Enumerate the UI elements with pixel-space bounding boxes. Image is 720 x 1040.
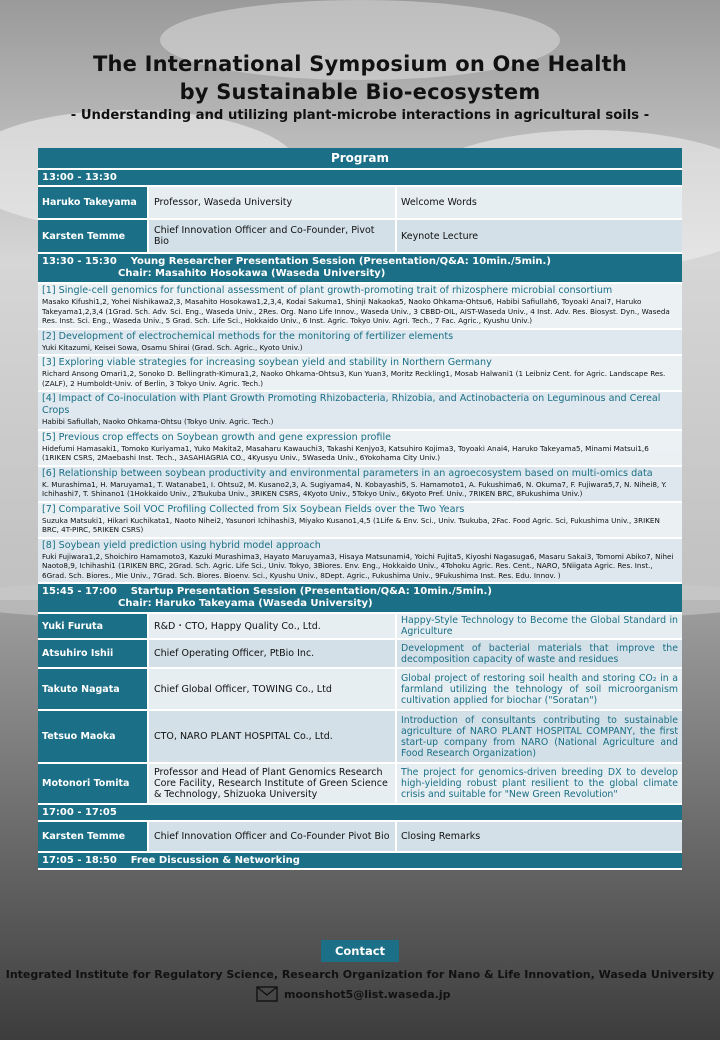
table-row	[38, 764, 682, 805]
program-table	[38, 148, 682, 870]
speaker-name: Karsten Temme	[38, 822, 147, 851]
speaker-affiliation: Professor, Waseda University	[147, 187, 395, 218]
table-row	[38, 220, 682, 254]
speaker-affiliation: Chief Operating Officer, PtBio Inc.	[147, 640, 395, 667]
talk-title: The project for genomics-driven breeding DX to develop high-yielding robust plant resilient to the global climate crisis and suitable for "New Green Revolution"	[395, 764, 682, 803]
speaker-role: Closing Remarks	[395, 822, 682, 851]
talk-title: [7] Comparative Soil VOC Profiling Collected from Six Soybean Fields over the Two Years	[42, 503, 465, 515]
list-item	[38, 330, 682, 357]
talk-authors: Masako Kifushi1,2, Yohei Nishikawa2,3, Masahito Hosokawa1,2,3,4, Kodai Sakuma1, Shinji Nakaoka5, Naoko Ohkama-Ohtsu6, Habibi Safiullah6, Toyoaki Anai7, Haruko Takeyama1,2,3,4 (1Grad. Sch. Adv. Sci. Eng., Waseda Univ., 2Res. Org. Nano Life Innov., Waseda Univ., 3 CBBD-OIL, AIST-Waseda Univ., 4 Inst. Adv. Res. Biosyst. Dyn., Waseda Res. Inst. Sci. Eng., Waseda Univ., 5 Grad. Sch. Life Sci., Hokkaido Univ., 6 Inst. Agric. Tokyo Univ. Agri. Tech., 7 Fac. Agric., Kyushu Univ.)	[42, 297, 670, 325]
time-slot-3: 17:00 - 17:05	[38, 805, 682, 822]
session-title: Young Researcher Presentation Session (Presentation/Q&A: 10min./5min.)	[130, 256, 551, 267]
session-header-young-researcher	[38, 254, 682, 284]
table-row	[38, 822, 682, 853]
list-item	[38, 284, 682, 330]
speaker-name: Tetsuo Maoka	[38, 711, 147, 762]
talk-authors: K. Murashima1, H. Maruyama1, T. Watanabe1, I. Ohtsu2, M. Kusano2,3, A. Sugiyama4, N. Kobayashi5, S. Hamamoto1, A. Fukushima6, N. Okuma7, F. Fujiwara5,7, N. Nihei8, Y. Ichihashi7, T. Shinano1 (1Hokkaido Univ., 2Tsukuba Univ., 3RIKEN CSRS, 4Kyoto Univ., 5Tokyo Univ., 6Kyoto Pref. Univ., 7RIKEN BRC, 8Fukushima Univ.)	[42, 479, 667, 498]
speaker-name: Motonori Tomita	[38, 764, 147, 803]
talk-title: [4] Impact of Co-inoculation with Plant Growth Promoting Rhizobacteria, Rhizobia, and Actinobacteria on Leguminous and Cereal Crops	[42, 393, 661, 416]
talk-title: Happy-Style Technology to Become the Global Standard in Agriculture	[395, 614, 682, 638]
speaker-name: Yuki Furuta	[38, 614, 147, 638]
session-chair: Chair: Haruko Takeyama (Waseda University)	[118, 598, 373, 609]
talk-authors: Habibi Safiullah, Naoko Ohkama-Ohtsu (Tokyo Univ. Agric. Tech.)	[42, 417, 274, 426]
speaker-affiliation: R&D・CTO, Happy Quality Co., Ltd.	[147, 614, 395, 638]
speaker-affiliation: CTO, NARO PLANT HOSPITAL Co., Ltd.	[147, 711, 395, 762]
talk-title: Development of bacterial materials that improve the decomposition capacity of waste and residues	[395, 640, 682, 667]
talk-authors: Suzuka Matsuki1, Hikari Kuchikata1, Naoto Nihei2, Yasunori Ichihashi3, Miyako Kusano1,4,5 (1Life & Env. Sci., Univ. Tsukuba, 2Fac. Food Agric. Sci, Fukushima Univ., 3RIKEN BRC, 4T-PIRC, 5RIKEN CSRS)	[42, 515, 660, 534]
session-time: 15:45 - 17:00	[42, 586, 117, 597]
speaker-affiliation: Chief Innovation Officer and Co-Founder, Pivot Bio	[147, 220, 395, 252]
talk-title: [6] Relationship between soybean productivity and environmental parameters in an agroecosystem based on multi-omics data	[42, 467, 653, 479]
table-row	[38, 711, 682, 764]
time-slot-1: 13:00 - 13:30	[38, 170, 682, 187]
list-item	[38, 503, 682, 539]
speaker-affiliation: Chief Global Officer, TOWING Co., Ltd	[147, 669, 395, 709]
time-slot-final	[38, 853, 682, 870]
table-row	[38, 187, 682, 220]
list-item	[38, 392, 682, 431]
table-row	[38, 669, 682, 711]
session-header-startup	[38, 584, 682, 614]
talk-authors: Richard Ansong Omari1,2, Sonoko D. Bellingrath-Kimura1,2, Naoko Ohkama-Ohtsu3, Kun Yuan3, Moritz Reckling1, Mosab Halwani1 (1 Leibniz Cent. for Agric. Landscape Res. (ZALF), 2 Humboldt-Univ. of Berlin, 3 Tokyo Univ. Agric. Tech.)	[42, 369, 666, 388]
speaker-affiliation: Professor and Head of Plant Genomics Research Core Facility, Research Institute of Green Science & Technology, Shizuoka University	[147, 764, 395, 803]
speaker-name: Haruko Takeyama	[38, 187, 147, 218]
session-time: 13:30 - 15:30	[42, 256, 117, 267]
speaker-name: Atsuhiro Ishii	[38, 640, 147, 667]
session-chair: Chair: Masahito Hosokawa (Waseda University)	[118, 268, 386, 279]
institution-name: Integrated Institute for Regulatory Science, Research Organization for Nano & Life Innovation, Waseda University	[5, 968, 715, 981]
final-label: Free Discussion & Networking	[130, 855, 300, 866]
list-item	[38, 467, 682, 503]
email-row	[256, 986, 451, 1002]
talk-authors: Fuki Fujiwara1,2, Shoichiro Hamamoto3, Kazuki Murashima3, Hayato Maruyama3, Hisaya Matsunami4, Yoichi Fujita5, Kiyoshi Nagasuga6, Masaru Sakai3, Tomomi Abiko7, Nihei Naoto8,9, Ichihashi1 (1RIKEN BRC, 2Grad. Sch. Agric. Life Sci., Univ. Tokyo, 3Biores. Env. Eng., Hokkaido Univ., 4Tohoku Agric. Res. Cent., NARO, 5Niigata Agric. Res. Inst., 6Grad. Sch. Biores., Mie Univ., 7Grad. Sch. Biores. Bioenv. Sci., Kyushu Univ., 8Dept. Agric., Fukushima Univ., 9Fukushima Inst. Res. Edu. Innov. )	[42, 551, 674, 580]
talk-authors: Hidefumi Hamasaki1, Tomoko Kuriyama1, Yuko Makita2, Masaharu Kawauchi3, Takashi Kenjyo3, Katsuhiro Kojima3, Toyoaki Anai4, Haruko Takeyama5, Minami Matsui1,6 (1RIKEN CSRS, 2Maebashi Inst. Tech., 3ASAHIAGRIA CO., 4Kyusyu Univ., 5Waseda Univ., 6Yokohama City Univ.)	[42, 443, 649, 462]
contact-button[interactable]: Contact	[321, 940, 399, 962]
talk-title: [8] Soybean yield prediction using hybrid model approach	[42, 539, 321, 551]
talk-title: [2] Development of electrochemical methods for the monitoring of fertilizer elements	[42, 330, 454, 342]
speaker-role: Keynote Lecture	[395, 220, 682, 252]
mail-icon	[256, 986, 278, 1002]
talk-title: [3] Exploring viable strategies for increasing soybean yield and stability in Northern Germany	[42, 357, 492, 368]
program-heading: Program	[38, 148, 682, 170]
speaker-name: Karsten Temme	[38, 220, 147, 252]
session-title: Startup Presentation Session (Presentation/Q&A: 10min./5min.)	[130, 586, 492, 597]
talk-title: [1] Single-cell genomics for functional assessment of plant growth-promoting trait of rhizosphere microbial consortium	[42, 285, 613, 296]
table-row	[38, 640, 682, 669]
talk-title: [5] Previous crop effects on Soybean growth and gene expression profile	[42, 431, 392, 443]
title-line-1: The International Symposium on One Health	[92, 52, 628, 76]
list-item	[38, 431, 682, 467]
list-item	[38, 356, 682, 392]
title-line-2: by Sustainable Bio-ecosystem	[179, 80, 541, 104]
talk-title: Global project of restoring soil health and storing CO₂ in a farmland utilizing the tehnology of soil microorganism cultivation applied for biochar ("Soratan")	[395, 669, 682, 709]
speaker-affiliation: Chief Innovation Officer and Co-Founder Pivot Bio	[147, 822, 395, 851]
list-item	[38, 539, 682, 585]
talk-authors: Yuki Kitazumi, Keisei Sowa, Osamu Shirai (Grad. Sch. Agric., Kyoto Univ.)	[42, 342, 303, 352]
email-address[interactable]: moonshot5@list.waseda.jp	[284, 987, 451, 1001]
speaker-role: Welcome Words	[395, 187, 682, 218]
subtitle: - Understanding and utilizing plant-microbe interactions in agricultural soils -	[70, 108, 650, 123]
table-row	[38, 614, 682, 640]
speaker-name: Takuto Nagata	[38, 669, 147, 709]
final-time: 17:05 - 18:50	[42, 855, 117, 866]
talk-title: Introduction of consultants contributing to sustainable agriculture of NARO PLANT HOSPITAL COMPANY, the first start-up company from NARO (National Agriculture and Food Research Organization)	[395, 711, 682, 762]
